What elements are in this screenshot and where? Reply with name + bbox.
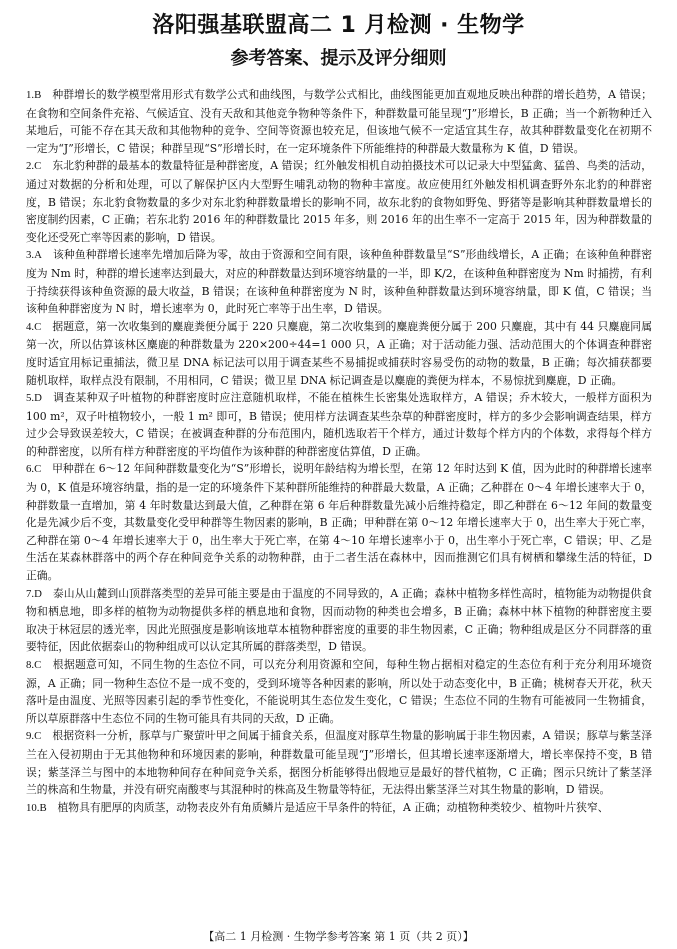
answer-number: 10.B bbox=[26, 801, 47, 814]
answer-text: 种群增长的数学模型常用形式有数学公式和曲线图，与数学公式相比，曲线图能更加直观地反映出种群的增长趋势，A 错误；在食物和空间条件充裕、气候适宜、没有天敌和其他竞争物种等条件下，种群数量可能呈现“J”形增长，B 正确；当一个新物种迁入某地后，可能不存在其天敌和其他物种的竞争、空间等资源也较充足，但该地气候不一定适宜其生存，故其种群数量变化在初期不一定为“J”形增长，C 错误；种群呈现“S”形增长时，在一定环境条件下所能维持的种群最大数量称为 K 值，D 错误。 bbox=[26, 88, 652, 155]
answer-text: 东北豹种群的最基本的数量特征是种群密度，A 错误；红外触发相机自动拍摄技术可以记录大中型猛禽、猛兽、鸟类的活动，通过对数据的分析和处理，可以了解保护区内大型野生哺乳动物的物种丰富度。故应使用红外触发相机调查野外东北豹的种群密度，B 错误；东北豹食物数量的多少对东北豹种群数量增长的影响不同，故东北豹的食物如野兔、野猪等是影响其种群数量增长的密度制约因素，C 正确；若东北豹 2016 年的种群数量比 2015 年多，则 2016 年的出生率不一定高于 2015 年，因为种群数量的变化还受死亡率等因素的影响，D 错误。 bbox=[26, 159, 652, 244]
answer-item bbox=[26, 799, 652, 818]
answer-item bbox=[26, 318, 652, 389]
answer-number: 7.D bbox=[26, 587, 42, 600]
answer-item bbox=[26, 460, 652, 584]
page-footer: 【高二 1 月检测 · 生物学参考答案 第 1 页（共 2 页）】 bbox=[203, 930, 474, 943]
answer-text: 植物具有肥厚的肉质茎，动物表皮外有角质鳞片是适应干旱条件的特征，A 正确；动植物种类较少、植物叶片狭窄、 bbox=[57, 800, 609, 814]
answer-item bbox=[26, 585, 652, 656]
answer-list bbox=[26, 86, 652, 817]
answer-number: 4.C bbox=[26, 320, 42, 333]
answer-number: 2.C bbox=[26, 160, 42, 173]
answer-number: 6.C bbox=[26, 463, 42, 476]
answer-number: 9.C bbox=[26, 730, 42, 743]
answer-text: 根据题意可知，不同生物的生态位不同，可以充分利用资源和空间，每种生物占据相对稳定的生态位有利于充分利用环境资源，A 正确；同一物种生态位不是一成不变的，受到环境等各种因素的影响，所以处于动态变化中，B 正确；桃树春天开花，秋天落叶是由温度、光照等因素引起的季节性变化，不能说明其生态位发生变化，C 错误；生态位不同的生物有可能被同一生物捕食，所以草原群落中生态位不同的生物可能具有共同的天敌，D 正确。 bbox=[26, 658, 653, 725]
answer-text: 该种鱼种群增长速率先增加后降为零，故由于资源和空间有限，该种鱼种群数量呈“S”形曲线增长，A 正确；在该种鱼种群密度为 Nm 时，种群的增长速率达到最大，对应的种群数量达到环境容纳量的一半，即 K/2，在该种鱼种群密度为 Nm 时捕捞，有利于持续获得该种鱼资源的最大收益，B 错误；在该种鱼种群密度为 N 时，该种鱼种群数量达到环境容纳量，即 K 值，C 错误；当该种鱼种群密度为 N 时，增长速率为 0，此时死亡率等于出生率，D 错误。 bbox=[26, 248, 653, 316]
answer-item bbox=[26, 389, 652, 460]
answer-item bbox=[26, 656, 652, 727]
answer-item bbox=[26, 246, 652, 317]
answer-number: 1.B bbox=[26, 89, 42, 101]
answer-text: 泰山从山麓到山顶群落类型的差异可能主要是由于温度的不同导致的，A 正确；森林中植物多样性高时，植物能为动物提供食物和栖息地，即多样的植物为动物提供多样的栖息地和食物，因而动物的种类也会增多，B 正确；森林中林下植物的种群密度主要取决于林冠层的透光率，因此光照强度是影响该地草本植物种群密度的重要的非生物因素，C 正确；物种组成是区分不同群落的重要特征，因此依据泰山的物种组成可以认定其所属的群落类型，D 错误。 bbox=[26, 586, 652, 654]
answer-item bbox=[26, 86, 652, 157]
answer-text: 调查某种双子叶植物的种群密度时应注意随机取样，不能在植株生长密集处选取样方，A 错误；乔木较大，一般样方面积为 100 m²，双子叶植物较小，一般 1 m² 即可，B 错误；使用样方法调查某些杂草的种群密度时，样方的多少会影响调查结果，样方过少会导致误差较大，C 错误；在被调查种群的分布范围内，随机选取若干个样方，通过计数每个样方内的个体数，求得每个样方的种群密度，以所有样方种群密度的平均值作为该种群的种群密度估算值，D 正确。 bbox=[26, 391, 652, 458]
answer-item bbox=[26, 157, 652, 246]
answer-text: 根据资料一分析，豚草与广聚萤叶甲之间属于捕食关系，但温度对豚草生物量的影响属于非生物因素，A 错误；豚草与紫茎泽兰在入侵初期由于无其他物种和环境因素的影响，种群数量可能呈现“J”形增长，但其增长速率逐渐增大，增长率保持不变，B 错误；紫茎泽兰与图中的本地物种间存在种间竞争关系，据图分析能够得出假地豆是最好的替代植物，C 正确；图示只统计了紫茎泽兰的株高和生物量，并没有研究南酸枣与其混种时的株高及生物量等特征，无法得出紫茎泽兰对其生物量的影响，D 错误。 bbox=[26, 729, 652, 797]
answer-item bbox=[26, 727, 652, 798]
page-subtitle: 参考答案、提示及评分细则 bbox=[230, 48, 447, 69]
answer-number: 3.A bbox=[26, 249, 42, 262]
page-title: 洛阳强基联盟高二 1 月检测 · 生物学 bbox=[152, 13, 525, 38]
answer-text: 甲种群在 6～12 年间种群数量变化为“S”形增长，说明年龄结构为增长型，在第 12 年时达到 K 值，因为此时的种群增长速率为 0，K 值是环境容纳量，指的是一定的环境条件下某种群所能维持的种群最大数量，A 正确；乙种群在 0～4 年增长速率大于 0，种群数量一直增加，第 4 年时数量达到最大值，乙种群在第 6 年后种群数量先减小后维持稳定，即乙种群在 6～12 年间的数量变化是先减少后不变，其数量变化受甲种群等生物因素的影响，B 正确；甲种群在第 0～12 年增长速率大于 0，出生率大于死亡率，乙种群在第 0～4 年增长速率大于 0，出生率大于死亡率，在第 4～10 年增长速率小于 0，出生率小于死亡率，C 错误；甲、乙是生活在某森林群落中的两个存在种间竞争关系的动物种群，由于二者生活在森林中，因而推测它们具有树栖和攀缘生活的特征，D 正确。 bbox=[26, 462, 653, 583]
answer-text: 据题意，第一次收集到的麋鹿粪便分属于 220 只麋鹿，第二次收集到的麋鹿粪便分属于 200 只麋鹿，其中有 44 只麋鹿同属第一次，所以估算该林区麋鹿的种群数量为 220×200÷44=1 000 只，A 正确；对于活动能力强、活动范围大的个体调查种群密度时适宜用标记重捕法，微卫星 DNA 标记法可以用于调查某些不易捕捉或捕获时容易受伤的动物的数量，B 正确；每次捕获都要随机取样，取样点没有限制，不用相同，C 错误；微卫星 DNA 标记调查是以麋鹿的粪便为样本，不易惊扰到麋鹿，D 正确。 bbox=[26, 319, 653, 387]
answer-number: 8.C bbox=[26, 659, 42, 671]
answer-number: 5.D bbox=[26, 392, 42, 405]
